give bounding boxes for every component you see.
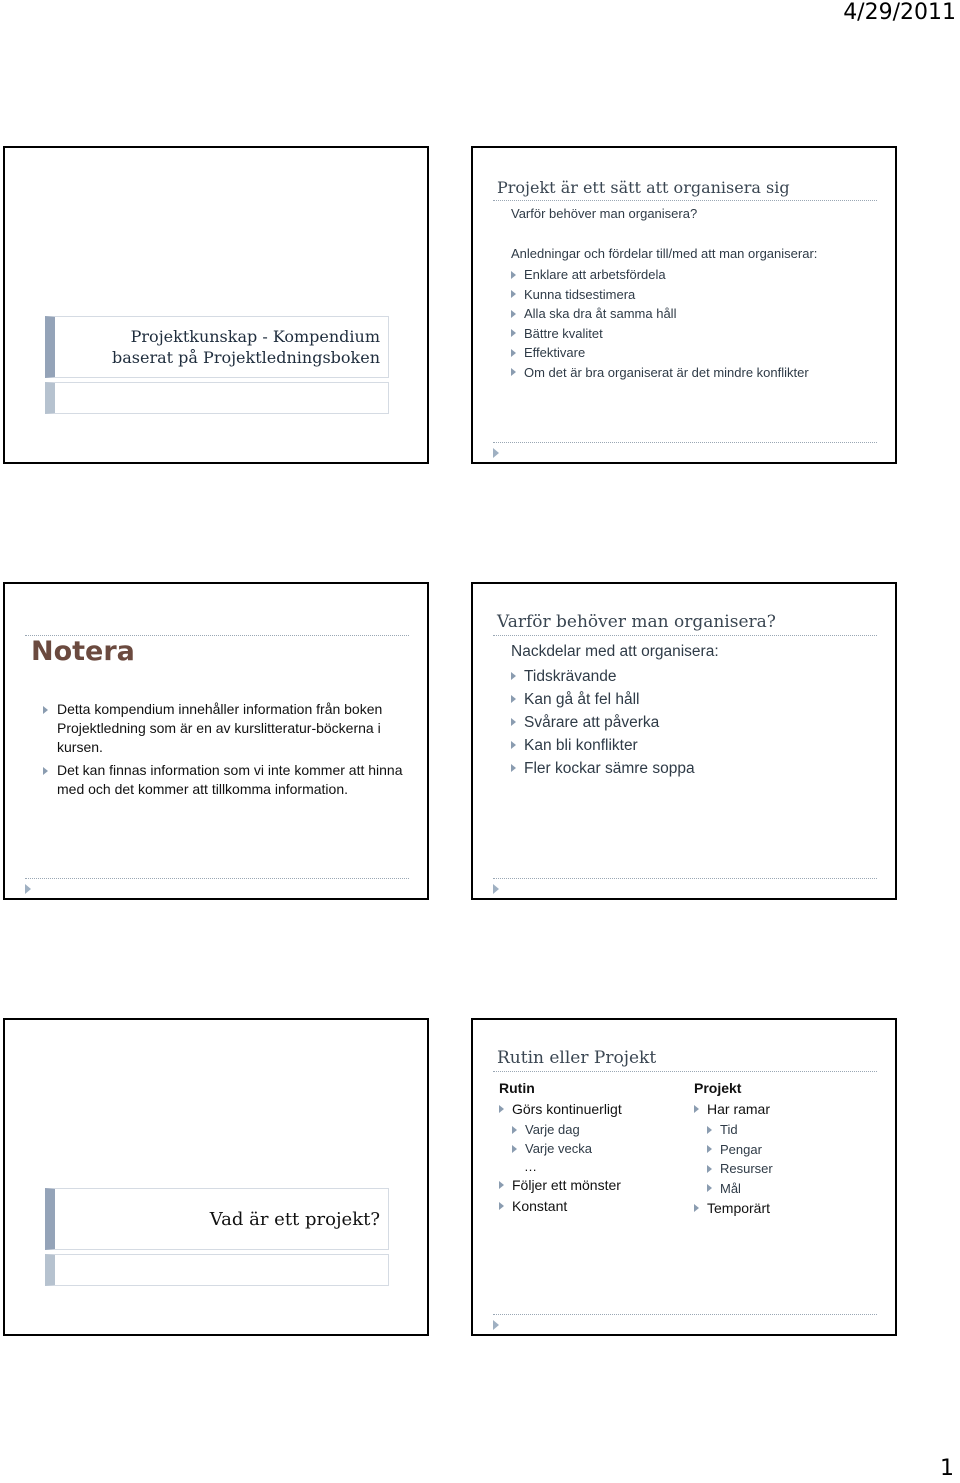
footer-divider [493,1314,877,1315]
slide-vad-ar-projekt [3,1018,429,1336]
slide-title-kompendium [3,146,429,464]
footer-arrow-icon [25,884,31,894]
bullet-arrow-icon [707,1165,712,1173]
list-item: Har ramar [694,1099,874,1120]
bullet-arrow-icon [511,718,516,726]
footer-arrow-icon [493,448,499,458]
footer-divider [493,442,877,443]
question-text: Varför behöver man organisera? [511,206,698,221]
bullet-arrow-icon [511,349,516,357]
advantages-list [511,265,809,382]
slide-heading: Rutin eller Projekt [497,1048,657,1068]
bullet-arrow-icon [512,1126,517,1134]
title-subbox [45,382,389,414]
footer-divider [25,878,409,879]
bullet-arrow-icon [707,1184,712,1192]
intro-text: Nackdelar med att organisera: [511,643,719,660]
list-item: Konstant [499,1196,679,1217]
list-item: Kunna tidsestimera [511,285,809,305]
column-header: Projekt [694,1080,742,1096]
bullet-arrow-icon [511,310,516,318]
bullet-arrow-icon [512,1145,517,1153]
intro-text: Anledningar och fördelar till/med att man organiserar: [511,246,818,261]
title-line-1: Projektkunskap - Kompendium [130,327,380,346]
list-item: Kan gå åt fel håll [511,688,695,711]
bullet-arrow-icon [511,764,516,772]
bullet-arrow-icon [511,329,516,337]
list-item: Enklare att arbetsfördela [511,265,809,285]
sub-list-item: Varje dag [499,1120,679,1139]
slide-projekt-organisera [471,146,897,464]
title-box [45,1188,389,1250]
list-item: Görs kontinuerligt [499,1099,679,1120]
slide-heading: Projekt är ett sätt att organisera sig [497,178,790,197]
sub-list-item: Pengar [694,1140,874,1160]
list-item: Effektivare [511,343,809,363]
heading-divider [493,635,877,636]
list-item: Temporärt [694,1198,874,1219]
title-line-2: baserat på Projektledningsboken [112,348,380,367]
title-box [45,316,389,378]
sub-list-item: Mål [694,1179,874,1199]
footer-arrow-icon [493,884,499,894]
bullet-arrow-icon [511,741,516,749]
slide-varfor-organisera [471,582,897,900]
list-item: Om det är bra organiserat är det mindre konflikter [511,363,809,383]
list-item: Kan bli konflikter [511,734,695,757]
ellipsis-text: … [524,1159,537,1174]
bullet-arrow-icon [499,1105,504,1113]
bullet-arrow-icon [511,290,516,298]
bullet-arrow-icon [511,271,516,279]
footer-divider [493,878,877,879]
bullet-arrow-icon [499,1202,504,1210]
slide-notera [3,582,429,900]
bullet-arrow-icon [511,695,516,703]
slide-heading: Varför behöver man organisera? [497,612,776,632]
sub-list-item: Resurser [694,1159,874,1179]
footer-arrow-icon [493,1320,499,1330]
rutin-column [499,1078,679,1217]
bullet-arrow-icon [707,1145,712,1153]
sub-list-item: Varje vecka [499,1139,679,1158]
slide-title [112,317,380,377]
heading-divider [493,1071,877,1072]
slide-heading: Notera [31,636,135,667]
bullet-arrow-icon [511,368,516,376]
bullet-arrow-icon [707,1126,712,1134]
slide-title: Vad är ett projekt? [209,1208,380,1230]
list-item: Följer ett mönster [499,1175,679,1196]
list-item: Fler kockar sämre soppa [511,757,695,780]
bullet-arrow-icon [499,1181,504,1189]
title-subbox [45,1254,389,1286]
projekt-column [694,1078,874,1219]
sub-list-item: Tid [694,1120,874,1140]
list-item: Det kan finnas information som vi inte kommer att hinna med och det kommer att tillkomma information. [43,761,403,799]
list-item: Alla ska dra åt samma håll [511,304,809,324]
page-number: 1 [940,1456,954,1481]
list-item: Tidskrävande [511,665,695,688]
disadvantages-list [511,665,695,780]
bullet-arrow-icon [694,1204,699,1212]
bullet-arrow-icon [694,1105,699,1113]
slide-rutin-eller-projekt [471,1018,897,1336]
list-item: Bättre kvalitet [511,324,809,344]
notera-list [43,700,403,803]
heading-divider [493,200,877,201]
list-item: Svårare att påverka [511,711,695,734]
list-item: Detta kompendium innehåller information från boken Projektledning som är en av kurslitteratur-böckerna i kursen. [43,700,403,757]
column-header: Rutin [499,1080,535,1096]
page-date: 4/29/2011 [843,0,956,25]
bullet-arrow-icon [43,767,48,775]
bullet-arrow-icon [511,672,516,680]
bullet-arrow-icon [43,706,48,714]
